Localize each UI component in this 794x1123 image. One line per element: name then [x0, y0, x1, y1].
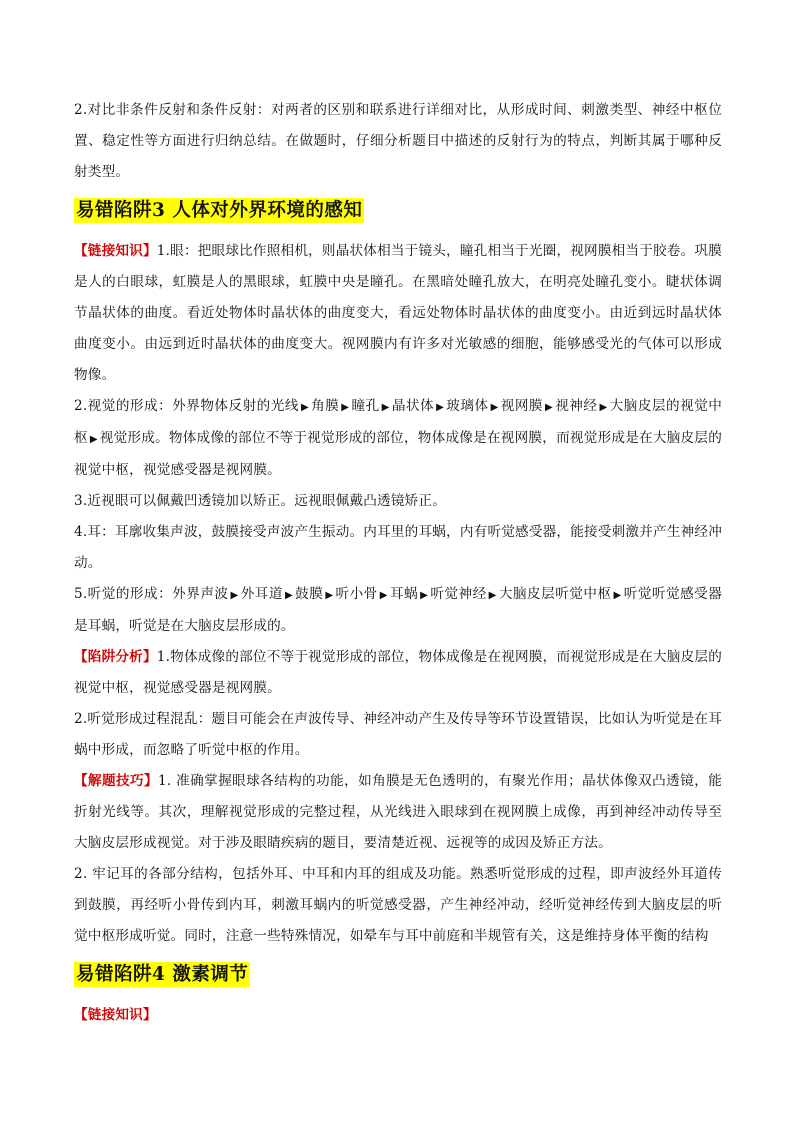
- paragraph-trap-1: [74, 642, 722, 704]
- vision-step: 玻璃体: [446, 398, 489, 414]
- paragraph-vision-formation: [74, 391, 722, 486]
- vision-step: 视神经: [555, 398, 598, 414]
- paragraph-tip-2: 2. 牢记耳的各部分结构，包括外耳、中耳和内耳的组成及功能。熟悉听觉形成的过程，即声波经外耳道传到鼓膜，再经听小骨传到内耳，刺激耳蜗内的听觉感受器，产生神经冲动，经听觉神经传到大脑皮层的听觉中枢形成听觉。同时，注意一些特殊情况，如晕车与耳中前庭和半规管有关，这是维持身体平衡的结构: [74, 866, 722, 944]
- arrow-icon: ▶: [436, 402, 445, 413]
- arrow-icon: ▶: [420, 590, 429, 601]
- hearing-step: 听小骨: [335, 586, 378, 602]
- arrow-icon: ▶: [284, 590, 294, 601]
- arrow-icon: ▶: [89, 434, 98, 445]
- document-body: [74, 95, 722, 1031]
- arrow-icon: ▶: [545, 402, 554, 413]
- vision-step: 视觉形成: [99, 430, 156, 446]
- arrow-icon: ▶: [599, 402, 608, 413]
- hearing-step: 鼓膜: [295, 586, 324, 602]
- hearing-step: 听觉神经: [430, 586, 487, 602]
- paragraph-hearing-formation: [74, 579, 722, 642]
- eye-text: 1.眼：把眼球比作照相机，则晶状体相当于镜头，瞳孔相当于光圈，视网膜相当于胶卷。巩膜是人的白眼球，虹膜是人的黑眼球，虹膜中央是瞳孔。在黑暗处瞳孔放大，在明亮处瞳孔变小。睫状体调节晶状体的曲度。看近处物体时晶状体的曲度变大，看远处物体时晶状体的曲度变小。由近到远时晶状体曲度变小。由远到近时晶状体的曲度变大。视网膜内有许多对光敏感的细胞，能够感受光的气体可以形成物像。: [74, 243, 722, 383]
- vision-step: 瞳孔: [351, 398, 380, 414]
- vision-step: 视网膜: [500, 398, 544, 414]
- arrow-icon: ▶: [488, 590, 497, 601]
- paragraph-link-4: [74, 1000, 722, 1031]
- tag-link-knowledge-4: 【链接知识】: [74, 1007, 157, 1023]
- vision-step: 大脑皮层的视觉中枢: [74, 398, 723, 446]
- section-heading-3: [74, 194, 722, 228]
- arrow-icon: ▶: [379, 590, 388, 601]
- arrow-icon: ▶: [341, 402, 350, 413]
- vision-step: 角膜: [311, 398, 340, 414]
- vision-prefix: 2.视觉的形成：外界物体反射的光线: [74, 398, 299, 414]
- hearing-suffix: 听觉感受器是耳蜗，听觉是在大脑皮层形成的。: [74, 586, 723, 634]
- paragraph-trap-2: 2.听觉形成过程混乱：题目可能会在声波传导、神经冲动产生及传导等环节设置错误，比如认为听觉是在耳蜗中形成，而忽略了听觉中枢的作用。: [74, 711, 722, 758]
- paragraph-myopia: 3.近视眼可以佩戴凹透镜加以矫正。远视眼佩戴凸透镜矫正。: [74, 493, 447, 509]
- hearing-step: 大脑皮层听觉中枢: [498, 586, 612, 602]
- section-heading-4: [74, 958, 722, 992]
- tag-link-knowledge: 【链接知识】: [74, 243, 157, 259]
- paragraph-reflex-comparison: 2.对比非条件反射和条件反射：对两者的区别和联系进行详细对比，从形成时间、刺激类型、神经中枢位置、稳定性等方面进行归纳总结。在做题时，仔细分析题目中描述的反射行为的特点，判断其属于哪种反射类型。: [74, 102, 722, 180]
- tag-trap-analysis: 【陷阱分析】: [74, 649, 157, 665]
- paragraph-ear: 4.耳：耳廓收集声波，鼓膜接受声波产生振动。内耳里的耳蜗，内有听觉感受器，能接受刺激并产生神经冲动。: [74, 524, 722, 571]
- arrow-icon: ▶: [381, 402, 390, 413]
- paragraph-tip-1: [74, 766, 722, 859]
- section-title-3: 易错陷阱3 人体对外界环境的感知: [76, 200, 363, 221]
- hearing-prefix: 5.听觉的形成：外界声波: [74, 586, 229, 602]
- vision-step: 晶状体: [391, 398, 435, 414]
- tag-solving-tips: 【解题技巧】: [74, 773, 159, 789]
- hearing-step: 听觉: [623, 586, 652, 602]
- section-title-4: 易错陷阱4 激素调节: [76, 964, 249, 985]
- arrow-icon: ▶: [230, 590, 239, 601]
- arrow-icon: ▶: [490, 402, 499, 413]
- arrow-icon: ▶: [325, 590, 334, 601]
- vision-suffix: 。物体成像的部位不等于视觉形成的部位，物体成像是在视网膜，而视觉形成是在大脑皮层的视觉中枢，视觉感受器是视网膜。: [74, 430, 722, 478]
- trap-1-text: 1.物体成像的部位不等于视觉形成的部位，物体成像是在视网膜，而视觉形成是在大脑皮层的视觉中枢，视觉感受器是视网膜。: [74, 649, 722, 696]
- paragraph-eye: [74, 236, 722, 391]
- arrow-icon: ▶: [613, 590, 622, 601]
- arrow-icon: ▶: [300, 402, 310, 413]
- hearing-step: 外耳道: [240, 586, 283, 602]
- hearing-step: 耳蜗: [389, 586, 419, 602]
- tip-1-text: 1. 准确掌握眼球各结构的功能，如角膜是无色透明的，有聚光作用；晶状体像双凸透镜，能折射光线等。其次，理解视觉形成的完整过程，从光线进入眼球到在视网膜上成像，再到神经冲动传导至大脑皮层形成视觉。对于涉及眼睛疾病的题目，要清楚近视、远视等的成因及矫正方法。: [74, 773, 722, 851]
